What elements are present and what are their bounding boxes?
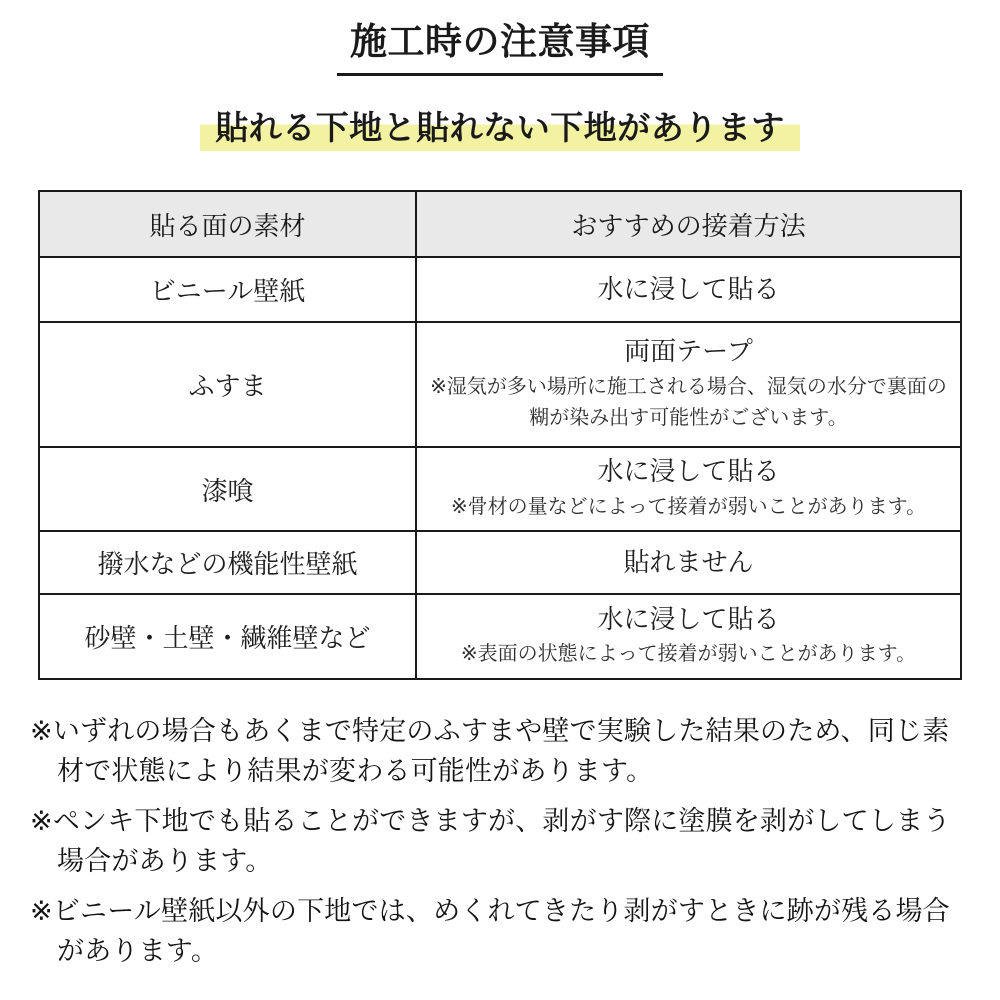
material-cell: 砂壁・土壁・繊維壁など	[39, 594, 416, 679]
method-cell	[416, 594, 961, 679]
material-cell: ふすま	[39, 322, 416, 447]
method-cell	[416, 257, 961, 322]
method-note: ※湿気が多い場所に施工される場合、湿気の水分で裏面の糊が染み出す可能性がございます。	[430, 375, 947, 429]
page-subtitle: 貼れる下地と貼れない下地があります	[200, 107, 800, 151]
table-row-functional-wallpaper	[39, 531, 961, 594]
method-label: 水に浸して貼る	[597, 273, 780, 304]
method-label: 両面テープ	[624, 336, 753, 367]
column-header-method: おすすめの接着方法	[416, 191, 961, 257]
table-row-fusuma	[39, 322, 961, 447]
method-label: 水に浸して貼る	[597, 603, 780, 634]
method-cell	[416, 447, 961, 531]
table-row-vinyl-wallpaper	[39, 257, 961, 322]
method-note: ※表面の状態によって接着が弱いことがあります。	[460, 643, 917, 666]
surface-adhesion-table	[38, 190, 962, 680]
footnotes-section	[30, 712, 974, 982]
method-label: 水に浸して貼る	[597, 456, 780, 487]
material-cell: 漆喰	[39, 447, 416, 531]
method-cell	[416, 322, 961, 447]
footnote-general-results: ※いずれの場合もあくまで特定のふすまや壁で実験した結果のため、同じ素材で状態により結果が変わる可能性があります。	[30, 716, 950, 786]
title-section	[0, 20, 1000, 76]
column-header-material: 貼る面の素材	[39, 191, 416, 257]
table-header-row	[39, 191, 961, 257]
material-cell: ビニール壁紙	[39, 257, 416, 322]
subtitle-section	[0, 107, 1000, 151]
page-title: 施工時の注意事項	[337, 20, 663, 76]
footnote-paint-base: ※ペンキ下地でも貼ることができますが、剥がす際に塗膜を剥がしてしまう場合があります。	[30, 805, 951, 876]
table-row-sand-wall	[39, 594, 961, 679]
material-cell: 撥水などの機能性壁紙	[39, 531, 416, 594]
method-label: 貼れません	[623, 546, 754, 577]
method-cell	[416, 531, 961, 594]
footnote-non-vinyl-base: ※ビニール壁紙以外の下地では、めくれてきたり剥がすときに跡が残る場合があります。	[30, 895, 950, 966]
method-note: ※骨材の量などによって接着が弱いことがあります。	[450, 495, 927, 518]
table-row-plaster	[39, 447, 961, 531]
